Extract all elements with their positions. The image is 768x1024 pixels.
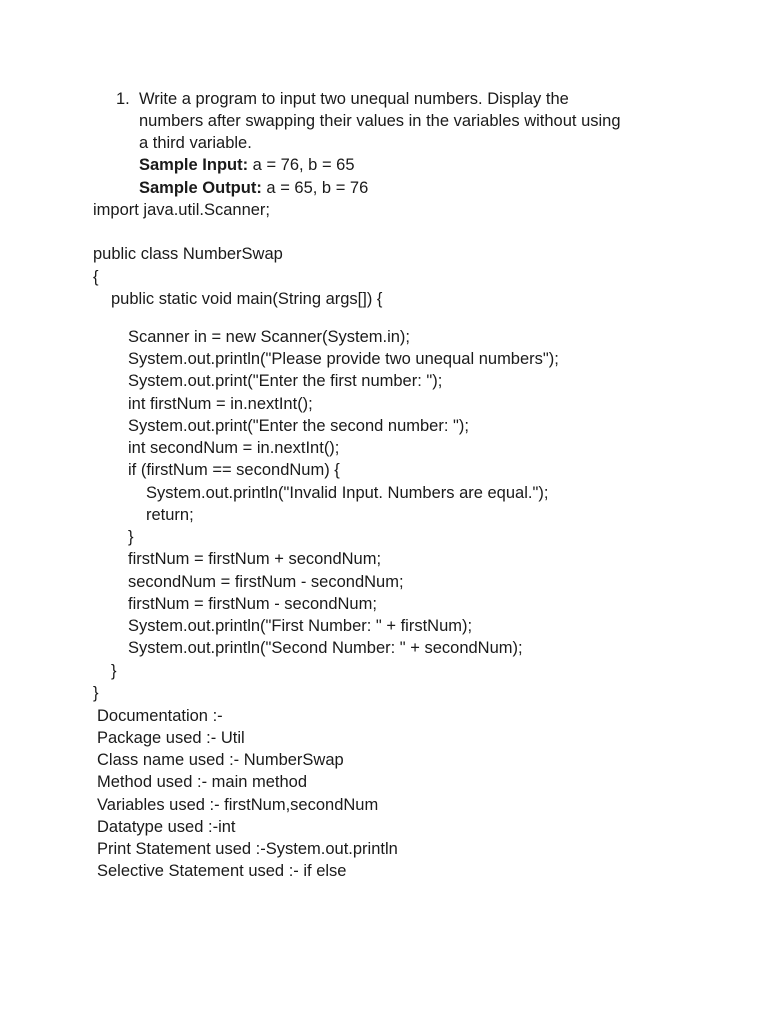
sample-input-label: Sample Input:	[139, 156, 249, 174]
question-number: 1.	[116, 90, 130, 108]
question-line-3: a third variable.	[139, 134, 252, 152]
code-class-open-brace: {	[93, 268, 99, 286]
documentation-item: Class name used :- NumberSwap	[97, 751, 344, 769]
sample-input-value: a = 76, b = 65	[248, 156, 355, 174]
code-line: Scanner in = new Scanner(System.in);	[128, 328, 411, 346]
code-line: System.out.println("First Number: " + firstNum);	[128, 617, 473, 635]
code-line: if (firstNum == secondNum) {	[128, 461, 340, 479]
documentation-item: Variables used :- firstNum,secondNum	[97, 796, 379, 814]
documentation-item: Package used :- Util	[97, 729, 245, 747]
code-class-declaration: public class NumberSwap	[93, 245, 283, 263]
code-line: System.out.print("Enter the second number: ");	[128, 417, 469, 435]
code-line: System.out.println("Invalid Input. Numbers are equal.");	[146, 484, 549, 502]
code-line: System.out.print("Enter the first number: ");	[128, 372, 443, 390]
code-line: firstNum = firstNum + secondNum;	[128, 550, 382, 568]
code-line: firstNum = firstNum - secondNum;	[128, 595, 377, 613]
question-line-2: numbers after swapping their values in the variables without using	[139, 112, 621, 130]
code-line: return;	[146, 506, 194, 524]
documentation-item: Method used :- main method	[97, 773, 308, 791]
documentation-heading: Documentation :-	[97, 707, 223, 725]
code-method-close-brace: }	[111, 662, 117, 680]
code-line: System.out.println("Please provide two unequal numbers");	[128, 350, 559, 368]
code-class-close-brace: }	[93, 684, 99, 702]
question-line-1: Write a program to input two unequal numbers. Display the	[139, 90, 569, 108]
sample-input	[139, 154, 355, 176]
sample-output-label: Sample Output:	[139, 179, 262, 197]
code-line: int firstNum = in.nextInt();	[128, 395, 313, 413]
documentation-item: Datatype used :-int	[97, 818, 236, 836]
code-line: secondNum = firstNum - secondNum;	[128, 573, 404, 591]
sample-output-value: a = 65, b = 76	[261, 179, 369, 197]
code-if-close-brace: }	[128, 528, 134, 546]
documentation-item: Selective Statement used :- if else	[97, 862, 347, 880]
documentation-item: Print Statement used :-System.out.println	[97, 840, 398, 858]
code-line: System.out.println("Second Number: " + secondNum);	[128, 639, 523, 657]
code-method-declaration: public static void main(String args[]) {	[111, 290, 383, 308]
code-import-line: import java.util.Scanner;	[93, 201, 270, 219]
sample-output	[139, 177, 368, 199]
code-line: int secondNum = in.nextInt();	[128, 439, 340, 457]
